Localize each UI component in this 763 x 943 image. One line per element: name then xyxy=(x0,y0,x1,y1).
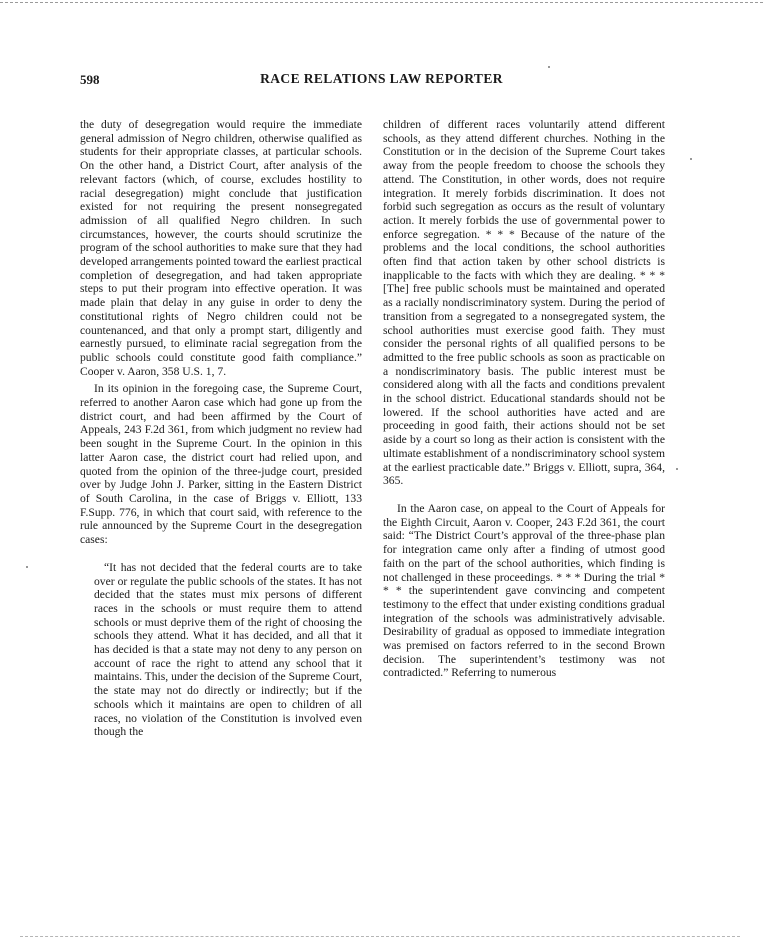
scan-speck xyxy=(676,468,678,470)
block-quote xyxy=(94,561,362,739)
scan-edge-bottom xyxy=(20,936,740,937)
scan-edge-top xyxy=(0,2,763,3)
scan-speck xyxy=(690,158,692,160)
right-paragraph-2: In the Aaron case, on appeal to the Court of Appeals for the Eighth Circuit, Aaron v. Cooper, 243 F.2d 361, the court said: “The District Court’s approval of the three-phase plan for integration came only after a finding of utmost good faith on the part of the school authorities, which finding is not challenged in these proceedings. * * * During the trial * * * the superintendent gave convincing and competent testimony to the effect that under existing conditions gradual integration of the schools was administratively advisable. Desirability of gradual as opposed to immediate integration was premised on factors referred to in the second Brown decision. The superintendent’s testimony was not contradicted.” Referring to numerous xyxy=(383,501,665,680)
page-number: 598 xyxy=(80,72,100,87)
block-quote-text: “It has not decided that the federal courts are to take over or regulate the public schools of the states. It has not decided that the states must mix persons of different races in the schools or must require them to attend schools or must deprive them of the right of choosing the schools they attend. What it has decided, and all that it has decided is that a state may not deny to any person on account of race the right to attend any school that it maintains. This, under the decision of the Supreme Court, the state may not do directly or indirectly; but if the schools which it maintains are open to children of all races, no violation of the Constitution is involved even though the xyxy=(94,560,363,739)
running-head: RACE RELATIONS LAW REPORTER xyxy=(260,71,503,86)
left-paragraph-1: the duty of desegregation would require the immediate general admission of Negro children, otherwise qualified as students for their appropriate classes, at particular schools. On the other hand, a District Court, after analysis of the relevant factors (which, of course, excludes hostility to racial desegregation) might conclude that justification existed for not requiring the present nonsegregated admission of all qualified Negro children. In such circumstances, however, the courts should scrutinize the program of the school authorities to make sure that they had developed arrangements pointed toward the earliest practical completion of desegregation, and had taken appropriate steps to put their program into effective operation. It was made plain that delay in any guise in order to deny the constitutional rights of Negro children could not be countenanced, and that only a prompt start, diligently and earnestly pursued, to eliminate racial segregation from the public schools could constitute good faith compliance.” Cooper v. Aaron, 358 U.S. 1, 7. xyxy=(80,118,362,378)
right-paragraph-1: children of different races voluntarily attend different schools, as they attend different churches. Nothing in the Constitution or in the decision of the Supreme Court takes away from the people freedom to choose the schools they attend. The Constitution, in other words, does not require integration. It merely forbids discrimination. It does not forbid such segregation as occurs as the result of voluntary action. It merely forbids the use of governmental power to enforce segregation. * * * Because of the nature of the problems and the local conditions, the school authorities often find that action taken by other school districts is inapplicable to the facts with which they are dealing. * * * [The] free public schools must be maintained and operated as a racially nondiscriminatory system. During the period of transition from a segregated to a nonsegregated system, the school authorities must exercise good faith. They must consider the personal rights of all qualified persons to be admitted to the free public schools as soon as practicable on a nondiscriminatory basis. The public interest must be considered along with all the facts and conditions prevalent in the school district. Educational standards should not be lowered. If the school authorities have acted and are proceeding in good faith, their actions should not be set aside by a court so long as their action is consistent with the ultimate establishment of a nondiscriminatory school system at the earliest practicable date.” Briggs v. Elliott, supra, 364, 365. xyxy=(383,118,665,488)
scan-speck xyxy=(548,66,550,68)
left-paragraph-2: In its opinion in the foregoing case, the Supreme Court, referred to another Aaron case which had gone up from the district court, and had been affirmed by the Court of Appeals, 243 F.2d 361, from which judgment no review had been sought in the Supreme Court. In the opinion in this latter Aaron case, the district court had relied upon, and quoted from the opinion of the three-judge court, presided over by Judge John J. Parker, sitting in the Eastern District of South Carolina, in the case of Briggs v. Elliott, 133 F.Supp. 776, in which that court said, with reference to the rule announced by the Supreme Court in the desegregation cases: xyxy=(80,382,362,547)
right-column xyxy=(383,118,665,680)
left-column xyxy=(80,118,362,739)
scan-speck xyxy=(26,566,28,568)
